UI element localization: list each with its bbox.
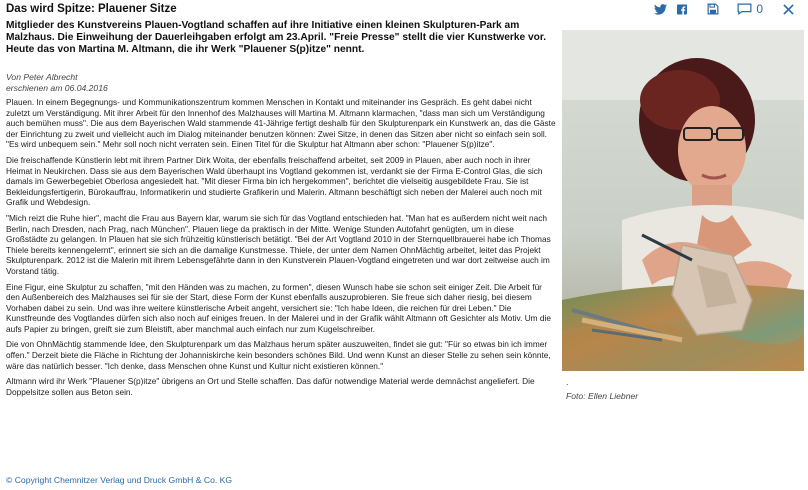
comment-icon bbox=[737, 3, 752, 15]
article-title: Das wird Spitze: Plauener Sitze bbox=[6, 3, 177, 15]
article-toolbar bbox=[654, 2, 794, 16]
twitter-icon[interactable] bbox=[654, 4, 667, 15]
photo-caption: Foto: Ellen Liebner bbox=[566, 391, 639, 401]
paragraph: Die freischaffende Künstlerin lebt mit ihrem Partner Dirk Woita, der ebenfalls freischaffend arbeitet, seit 2009 in Plauen, aber auch noch in ihrer Heimat in Neukirchen. Dass sie aus dem Bayerischen Wald überhaupt ins Vogtland gekommen ist, verdankt sie der Firma E-Control Glas, die sich damals im Gewerbegebiet Oberlosa angesiedelt hat. "Mit dieser Firma bin ich hergekommen", berichtet die vielseitig ausgebildete Frau. Sie ist Bekleidungsfertigerin, Bürokauffrau, Informatikerin und studierte Grafikerin und Malerin. Altmann beschäftigt sich neben der Malerei auch noch mit Grafik und Webdesign. bbox=[6, 154, 543, 208]
paragraph: Die von OhnMächtig stammende Idee, den Skulpturenpark um das Malzhaus herum später auszuweiten, findet sie gut: "Für so etwas bin ich immer offen." Derzeit biete die Fläche in Richtung der Johanniskirche kein besonders schönes Bild. Und wenn Kunst an dieser Stelle zu sehen sein könnte, wäre das natürlich besser. "Ich denke, dass Menschen ohne Kunst und Kultur nicht existieren können." bbox=[6, 339, 551, 371]
artist-photo-illustration bbox=[562, 30, 804, 371]
paragraph: Altmann wird ihr Werk "Plauener S(p)itze" übrigens an Ort und Stelle schaffen. Das dafür notwendige Material werde demnächst angeliefert. Die Doppelsitze sollen aus Beton sein. bbox=[6, 376, 535, 397]
publish-date: erschienen am 06.04.2016 bbox=[6, 83, 108, 93]
close-icon[interactable] bbox=[783, 4, 794, 15]
facebook-icon[interactable] bbox=[677, 4, 687, 15]
paragraph: "Mich reizt die Ruhe hier", macht die Frau aus Bayern klar, warum sie sich für das Vogtland entschieden hat. "Man hat es außerdem nicht weit nach Berlin, nach Dresden, nach Prag, nach München". Plauen liege da praktisch in der Mitte. Wenige Stunden Autofahrt genügten, um in diese Großstädte zu gelangen. In Plauen hat sie sich frühzeitig künstlerisch betätigt. "Bei der Art Vogtland 2010 in der Sternquellbrauerei habe ich Thomas Thiele bereits kennengelernt", erinnert sie sich an die damalige Kunstmesse. Thiele, der unter dem Namen OhnMächtig arbeitet, leitet das Projekt Skulpturenpark. 2012 ist die Malerin mit ihrem Lebensgefährte dann in den Kunstverein Plauen-Vogtland eingetreten und war dort zeitweise auch im Vorstand tätig. bbox=[6, 212, 551, 276]
caption-separator: . bbox=[566, 377, 569, 387]
paragraph: Plauen. In einem Begegnungs- und Kommunikationszentrum kommen Menschen in Kontakt und miteinander ins Gespräch. Es geht dabei nicht zuletzt um Verständigung. Mit ihrer Arbeit für den Innenhof des Malzhauses will Martina M. Altmann klarmachen, "dass man sich um Verständigung auch bemühen muss". Die aus dem Bayerischen Wald stammende 41-Jährige fertigt deshalb für den Skulpturenpark ein Kunstwerk an, das die Gäste der Einrichtung zu zweit und vielleicht auch im Dialog miteinander benutzen können: Zwei Sitze, in denen das Sitzen aber nicht so einfach sein soll. "Es wird unbequem sein." Mehr soll noch nicht verraten sein. Einen Titel für die Skulptur hat Altmann aber schon: "Plauener S(p)itze". bbox=[6, 97, 556, 150]
comment-count: 0 bbox=[756, 2, 763, 16]
paragraph: Eine Figur, eine Skulptur zu schaffen, "mit den Händen was zu machen, zu formen", diesen Wunsch habe sie schon seit einiger Zeit. Die Arbeit für den Außenbereich des Malzhauses sei für sie der Start, diese Form der Kunst ebenfalls auszuprobieren. Sie freue sich daher riesig, bei diesem Vorhaben dabei zu sein. Und was ihre weitere künstlerische Arbeit angeht, versichert sie: "Ich habe Ideen, die reichen für drei Leben." Die Kunstfreunde des Vogtlandes dürfen sich also noch auf einiges freuen. In der Malerei und in der Grafik wählt Altmann oft Gesichter als Motiv. Um die aufs Papier zu bringen, greift sie zum Bleistift, aber manchmal auch einfach nur zum Kugelschreiber. bbox=[6, 281, 551, 334]
comment-button[interactable] bbox=[737, 2, 763, 16]
article-photo bbox=[562, 30, 804, 371]
copyright-link[interactable]: © Copyright Chemnitzer Verlag und Druck GmbH & Co. KG bbox=[6, 475, 233, 485]
author: Von Peter Albrecht bbox=[6, 72, 78, 82]
save-icon[interactable] bbox=[707, 3, 719, 15]
article-lead: Mitglieder des Kunstvereins Plauen-Vogtland schaffen auf ihre Initiative einen kleinen Skulpturen-Park am Malzhaus. Die Einweihung der Dauerleihgaben erfolgt am 23.April. "Freie Presse" stellt die vier Kunstwerke vor. Heute das von Martina M. Altmann, die ihr Werk "Plauener S(p)itze" nennt. bbox=[6, 20, 547, 56]
article-body bbox=[6, 97, 556, 402]
byline bbox=[6, 72, 108, 94]
